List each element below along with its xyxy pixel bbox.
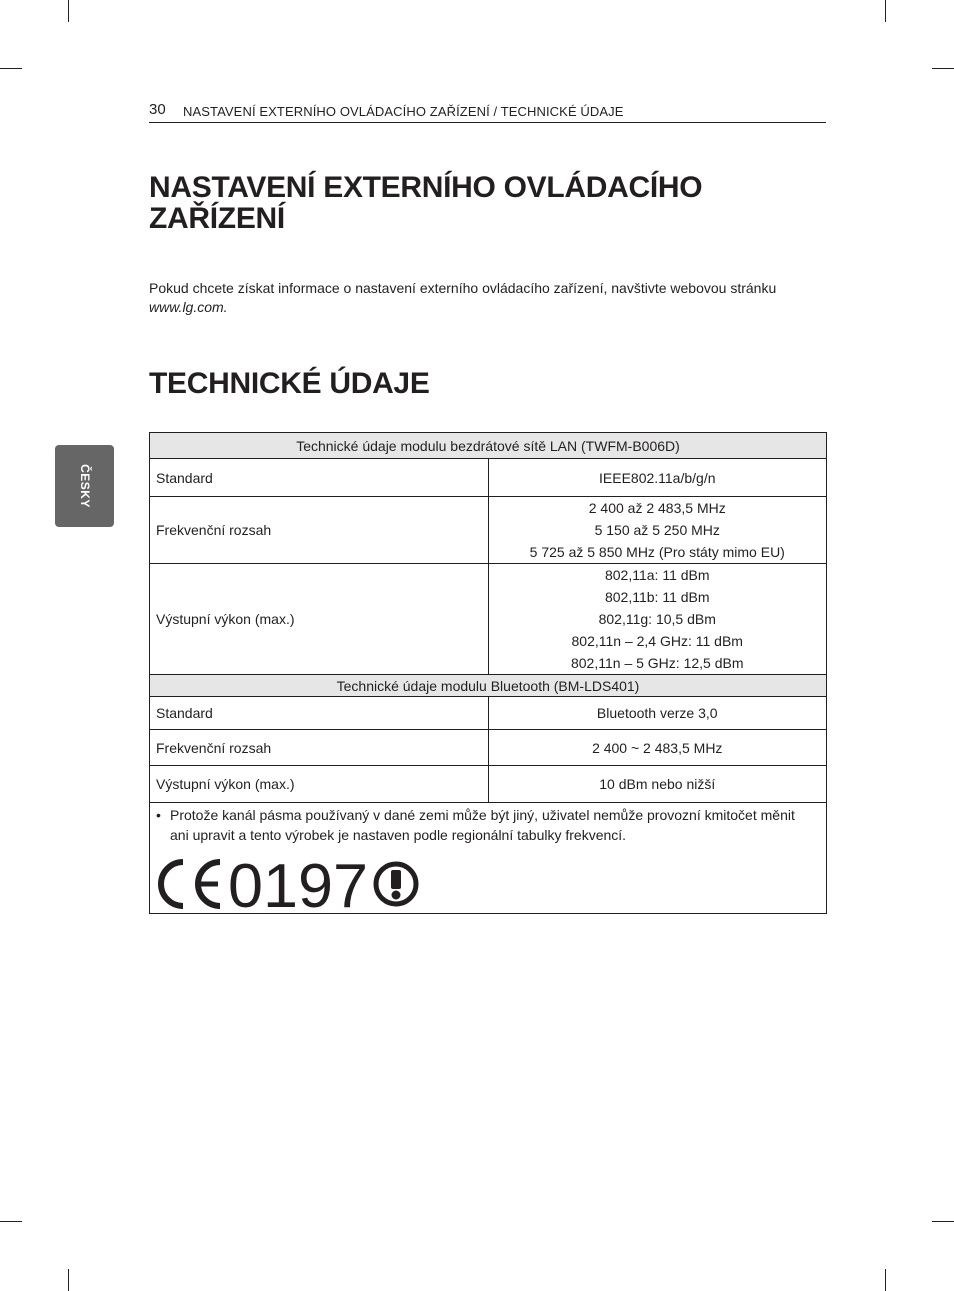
- crop-mark: [885, 1269, 886, 1291]
- wlan-power-value: 802,11n – 5 GHz: 12,5 dBm: [570, 655, 744, 671]
- bt-standard-value: Bluetooth verze 3,0: [488, 697, 827, 730]
- bt-power-value: 10 dBm nebo nižší: [488, 766, 827, 803]
- bluetooth-heading: Technické údaje modulu Bluetooth (BM-LDS401): [150, 675, 827, 697]
- website-link[interactable]: www.lg.com.: [149, 299, 228, 315]
- bt-power-label: Výstupní výkon (max.): [150, 766, 489, 803]
- wlan-power-value: 802,11b: 11 dBm: [604, 589, 710, 605]
- table-row: [150, 697, 827, 730]
- table-row: [150, 433, 827, 459]
- table-row: [150, 497, 827, 564]
- wlan-freq-value: 5 150 až 5 250 MHz: [594, 522, 720, 538]
- language-tab: [55, 445, 114, 527]
- intro-paragraph: [149, 279, 829, 317]
- section-title-specifications: TECHNICKÉ ÚDAJE: [149, 367, 430, 400]
- wlan-freq-value: 5 725 až 5 850 MHz (Pro státy mimo EU): [529, 544, 785, 560]
- bt-standard-label: Standard: [150, 697, 489, 730]
- wlan-freq-value: 2 400 až 2 483,5 MHz: [588, 500, 726, 516]
- wlan-freq-values: [488, 497, 827, 564]
- wlan-standard-label: Standard: [150, 459, 489, 497]
- ce-alert-mark-icon: [157, 855, 425, 913]
- table-row: [150, 730, 827, 766]
- wlan-power-value: 802,11a: 11 dBm: [604, 567, 710, 583]
- table-row: [150, 803, 827, 914]
- running-header: [149, 100, 826, 123]
- wlan-power-values: [488, 564, 827, 675]
- wlan-heading: Technické údaje modulu bezdrátové sítě LAN (TWFM-B006D): [150, 433, 827, 459]
- crop-mark: [0, 68, 22, 69]
- wlan-power-value: 802,11n – 2,4 GHz: 11 dBm: [571, 633, 743, 649]
- section-title-external-control: NASTAVENÍ EXTERNÍHO OVLÁDACÍHO ZAŘÍZENÍ: [149, 171, 703, 235]
- crop-mark: [68, 0, 69, 22]
- bt-freq-value: 2 400 ~ 2 483,5 MHz: [488, 730, 827, 766]
- crop-mark: [68, 1269, 69, 1291]
- regulatory-note: [156, 805, 816, 845]
- spec-table: [149, 432, 827, 914]
- table-row: [150, 459, 827, 497]
- crop-mark: [932, 68, 954, 69]
- table-row: [150, 675, 827, 697]
- note-cell: [150, 803, 827, 914]
- wlan-power-value: 802,11g: 10,5 dBm: [598, 611, 716, 627]
- crop-mark: [885, 0, 886, 22]
- bt-freq-label: Frekvenční rozsah: [150, 730, 489, 766]
- regulatory-note-text: Protože kanál pásma používaný v dané zemi může být jiný, uživatel nemůže provozní kmitočet měnit ani upravit a tento výrobek je nastaven podle regionální tabulky frekvencí.: [170, 807, 795, 843]
- language-tab-label: ČESKY: [77, 464, 92, 508]
- intro-text: Pokud chcete získat informace o nastavení externího ovládacího zařízení, navštivte webovou stránku: [149, 280, 777, 296]
- wlan-freq-label: Frekvenční rozsah: [150, 497, 489, 564]
- running-title: NASTAVENÍ EXTERNÍHO OVLÁDACÍHO ZAŘÍZENÍ / TECHNICKÉ ÚDAJE: [183, 104, 624, 119]
- ce-number: 0197: [228, 855, 368, 913]
- table-row: [150, 766, 827, 803]
- crop-mark: [932, 1221, 954, 1222]
- bullet-icon: •: [156, 807, 161, 823]
- table-row: [150, 564, 827, 675]
- wlan-standard-value: IEEE802.11a/b/g/n: [488, 459, 827, 497]
- wlan-power-label: Výstupní výkon (max.): [150, 564, 489, 675]
- crop-mark: [0, 1221, 22, 1222]
- page-number: 30: [149, 101, 166, 118]
